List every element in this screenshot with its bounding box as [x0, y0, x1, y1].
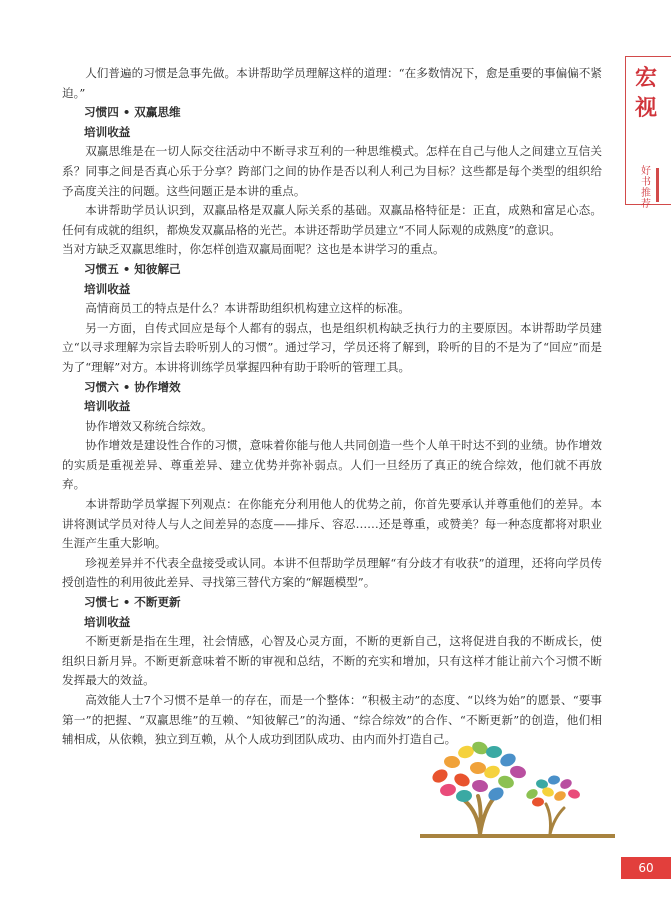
- training-benefit-subheading: 培训收益: [84, 399, 131, 414]
- leaf: [486, 785, 506, 803]
- small-tree-trunk: [546, 804, 564, 834]
- body-paragraph: 本讲帮助学员认识到，双赢品格是双赢人际关系的基础。双赢品格特征是：正直，成熟和富足心态。任何有成就的组织，都焕发双赢品格的光芒。本讲还帮助学员建立“不同人际观的成熟度”的意识。: [62, 203, 602, 237]
- side-tab-subtitle-char: 书: [641, 177, 651, 188]
- body-paragraph: 珍视差异并不代表全盘接受或认同。本讲不但帮助学员理解“有分歧才有收获”的道理，还将向学员传授创造性的利用彼此差异、寻找第三替代方案的“解题模型”。: [62, 555, 602, 590]
- side-tab-title-char: 宏: [634, 66, 657, 91]
- habit-heading: 习惯四 • 双赢思维: [84, 105, 181, 120]
- leaf: [486, 746, 502, 759]
- leaf: [430, 767, 450, 785]
- main-text-column: [62, 64, 602, 750]
- side-tab-title-char: 视: [634, 96, 657, 121]
- habit-heading: 习惯七 • 不断更新: [84, 595, 181, 610]
- leaf: [553, 789, 568, 802]
- body-paragraph: 人们普遍的习惯是急事先做。本讲帮助学员理解这样的道理：“在多数情况下，愈是重要的事偏偏不紧迫。”: [62, 66, 602, 100]
- body-paragraph: 不断更新是指在生理，社会情感，心智及心灵方面，不断的更新自己，这将促进自我的不断成长，使组织日新月异。不断更新意味着不断的审视和总结，不断的充实和增加，只有这样才能让前六个习惯不断发挥最大的效益。: [62, 634, 602, 688]
- side-tab-top-rule: [625, 56, 671, 57]
- body-paragraph: 高效能人士7个习惯不是单一的存在，而是一个整体：“积极主动”的态度、“以终为始”的愿景、“要事第一”的把握、“双赢思维”的互赖、“知彼解己”的沟通、“综合综效”的合作、“不断更新”的创造，他们相辅相成，从依赖，独立到互赖，从个人成功到团队成功、由内而外打造自己。: [62, 693, 602, 747]
- body-paragraph: 另一方面，自传式回应是每个人都有的弱点，也是组织机构缺乏执行力的主要原因。本讲帮助学员建立“以寻求理解为宗旨去聆听别人的习惯”。通过学习，学员还将了解到，聆听的目的不是为了“回应”而是为了“理解”对方。本讲将训练学员掌握四种有助于聆听的管理工具。: [62, 320, 602, 374]
- leaf: [439, 783, 457, 798]
- ground-strip: [420, 834, 615, 838]
- body-paragraph: 协作增效是建设性合作的习惯，意味着你能与他人共同创造一些个人单干时达不到的业绩。协作增效的实质是重视差异、尊重差异、建立优势并弥补弱点。人们一旦经历了真正的统合综效，他们就不再放弃。: [62, 438, 602, 492]
- habit-heading: 习惯五 • 知彼解己: [84, 261, 181, 276]
- leaf: [443, 755, 460, 769]
- side-tab-vertical-rule: [625, 56, 626, 204]
- side-tab-subtitle-char: 荐: [641, 199, 651, 210]
- leaf: [547, 775, 560, 786]
- page-number: 60: [621, 857, 671, 879]
- tree-illustration: [420, 738, 615, 848]
- leaf: [455, 789, 472, 803]
- training-benefit-subheading: 培训收益: [84, 614, 131, 629]
- side-tab-subtitle-char: 好: [641, 166, 651, 177]
- training-benefit-subheading: 培训收益: [84, 124, 131, 139]
- body-paragraph: 协作增效又称统合综效。: [85, 418, 213, 433]
- section-side-tab: [615, 56, 671, 210]
- leaf: [470, 762, 487, 775]
- large-tree-trunk: [464, 796, 494, 834]
- leaf: [532, 797, 545, 807]
- body-paragraph: 当对方缺乏双赢思维时，你怎样创造双赢局面呢？这也是本讲学习的重点。: [62, 242, 445, 257]
- leaf: [471, 779, 489, 793]
- training-benefit-subheading: 培训收益: [84, 281, 131, 296]
- leaf: [452, 771, 472, 789]
- side-tab-subtitle: [639, 166, 653, 210]
- side-tab-title: [634, 64, 658, 124]
- leaf: [559, 777, 574, 790]
- side-tab-subtitle-char: 推: [641, 188, 651, 199]
- leaf: [509, 764, 527, 779]
- body-paragraph: 高情商员工的特点是什么？本讲帮助组织机构建立这样的标准。: [85, 301, 410, 316]
- leaf: [567, 788, 581, 800]
- side-tab-accent-bar: [656, 168, 659, 202]
- body-paragraph: 本讲帮助学员掌握下列观点：在你能充分利用他人的优势之前，你首先要承认并尊重他们的差异。本讲将测试学员对待人与人之间差异的态度——排斥、容忍……还是尊重，或赞美？每一种态度都将对职业生涯产生重大影响。: [62, 497, 602, 551]
- body-paragraph: 双赢思维是在一切人际交往活动中不断寻求互利的一种思维模式。怎样在自己与他人之间建立互信关系？同事之间是否真心乐于分享？跨部门之间的协作是否以利人利己为目标？这些都是每个类型的组织给予高度关注的问题。这些问题正是本讲的重点。: [62, 144, 602, 198]
- habit-heading: 习惯六 • 协作增效: [84, 379, 181, 394]
